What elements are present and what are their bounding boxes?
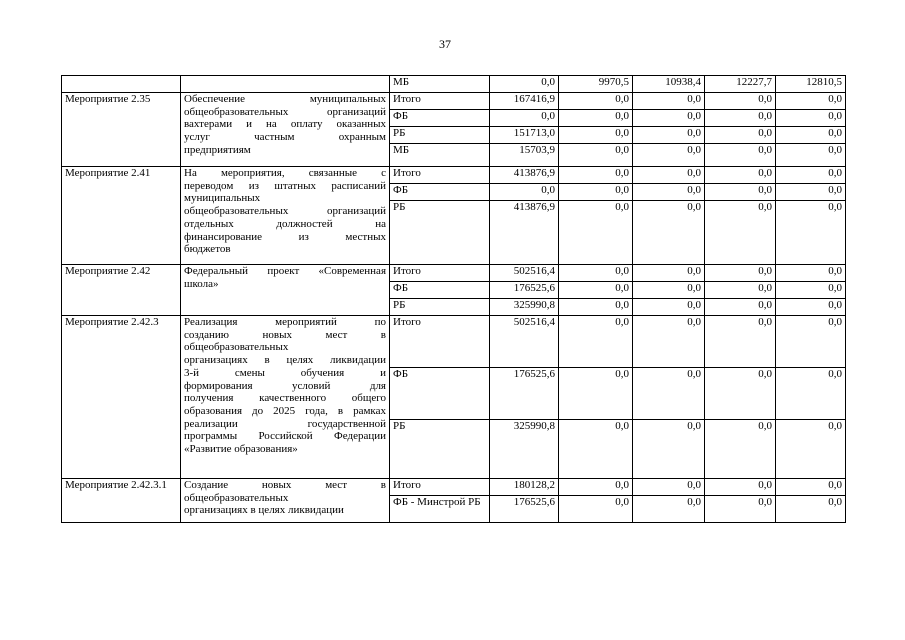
year3-cell: 0,0 — [705, 167, 776, 184]
year2-cell: 0,0 — [633, 201, 705, 265]
year1-cell: 0,0 — [559, 144, 633, 167]
description-line: услуг частным охранным — [184, 131, 386, 144]
description-cell — [181, 93, 390, 167]
year3-cell: 12227,7 — [705, 76, 776, 93]
description-line: организациях в целях ликвидации — [184, 504, 344, 517]
total-cell: 176525,6 — [490, 496, 559, 523]
description-line: общеобразовательных — [184, 491, 289, 504]
description-line: Федеральный проект «Современная — [184, 265, 386, 277]
year3-cell: 0,0 — [705, 144, 776, 167]
table-row — [62, 265, 846, 282]
description-cell — [181, 479, 390, 523]
year3-cell: 0,0 — [705, 282, 776, 299]
source-cell: РБ — [390, 299, 490, 316]
year1-cell: 0,0 — [559, 420, 633, 479]
year1-cell: 0,0 — [559, 282, 633, 299]
year3-cell: 0,0 — [705, 496, 776, 523]
description-line: отдельных должностей на — [184, 217, 386, 230]
year2-cell: 0,0 — [633, 316, 705, 368]
year2-cell: 0,0 — [633, 144, 705, 167]
year1-cell: 0,0 — [559, 316, 633, 368]
description-line: формирования условий для — [184, 379, 386, 392]
year4-cell: 0,0 — [776, 282, 846, 299]
year4-cell: 0,0 — [776, 316, 846, 368]
description-line: программы Российской Федерации — [184, 430, 386, 443]
total-cell: 0,0 — [490, 110, 559, 127]
year1-cell: 0,0 — [559, 368, 633, 420]
year3-cell: 0,0 — [705, 184, 776, 201]
year2-cell: 0,0 — [633, 110, 705, 127]
measure-cell: Мероприятие 2.42.3 — [62, 316, 181, 479]
source-cell: ФБ - Минстрой РБ — [390, 496, 490, 523]
table-row — [62, 167, 846, 184]
total-cell: 325990,8 — [490, 299, 559, 316]
year1-cell: 9970,5 — [559, 76, 633, 93]
year4-cell: 0,0 — [776, 167, 846, 184]
table-row — [62, 316, 846, 368]
year2-cell: 0,0 — [633, 420, 705, 479]
source-cell: ФБ — [390, 282, 490, 299]
year2-cell: 10938,4 — [633, 76, 705, 93]
total-cell: 413876,9 — [490, 167, 559, 184]
description-line: общеобразовательных организаций — [184, 205, 386, 218]
year4-cell: 0,0 — [776, 93, 846, 110]
description-line: «Развитие образования» — [184, 443, 298, 456]
source-cell: Итого — [390, 167, 490, 184]
year2-cell: 0,0 — [633, 299, 705, 316]
year3-cell: 0,0 — [705, 110, 776, 127]
total-cell: 176525,6 — [490, 282, 559, 299]
year1-cell: 0,0 — [559, 479, 633, 496]
measure-cell: Мероприятие 2.35 — [62, 93, 181, 167]
description-line: общеобразовательных организаций — [184, 105, 386, 118]
table-row — [62, 479, 846, 496]
year3-cell: 0,0 — [705, 368, 776, 420]
total-cell: 15703,9 — [490, 144, 559, 167]
total-cell: 167416,9 — [490, 93, 559, 110]
year2-cell: 0,0 — [633, 184, 705, 201]
budget-table — [61, 75, 846, 523]
year1-cell: 0,0 — [559, 167, 633, 184]
measure-cell: Мероприятие 2.42.3.1 — [62, 479, 181, 523]
year2-cell: 0,0 — [633, 265, 705, 282]
year2-cell: 0,0 — [633, 479, 705, 496]
measure-cell: Мероприятие 2.42 — [62, 265, 181, 316]
source-cell: ФБ — [390, 368, 490, 420]
source-cell: ФБ — [390, 184, 490, 201]
year4-cell: 0,0 — [776, 368, 846, 420]
year3-cell: 0,0 — [705, 420, 776, 479]
total-cell: 502516,4 — [490, 265, 559, 282]
measure-cell: Мероприятие 2.41 — [62, 167, 181, 265]
total-cell: 0,0 — [490, 184, 559, 201]
description-line: муниципальных — [184, 192, 261, 205]
description-line: получения качественного общего — [184, 392, 386, 405]
year1-cell: 0,0 — [559, 93, 633, 110]
year2-cell: 0,0 — [633, 368, 705, 420]
source-cell: РБ — [390, 201, 490, 265]
year4-cell: 0,0 — [776, 127, 846, 144]
description-line: Реализация мероприятий по — [184, 316, 386, 328]
year2-cell: 0,0 — [633, 167, 705, 184]
total-cell: 151713,0 — [490, 127, 559, 144]
description-cell — [181, 76, 390, 93]
source-cell: МБ — [390, 76, 490, 93]
year4-cell: 0,0 — [776, 299, 846, 316]
total-cell: 176525,6 — [490, 368, 559, 420]
total-cell: 502516,4 — [490, 316, 559, 368]
description-cell — [181, 316, 390, 479]
year1-cell: 0,0 — [559, 110, 633, 127]
total-cell: 0,0 — [490, 76, 559, 93]
description-line: финансирование из местных — [184, 230, 386, 243]
table-row — [62, 93, 846, 110]
year3-cell: 0,0 — [705, 265, 776, 282]
source-cell: РБ — [390, 127, 490, 144]
year1-cell: 0,0 — [559, 184, 633, 201]
source-cell: РБ — [390, 420, 490, 479]
year2-cell: 0,0 — [633, 282, 705, 299]
year1-cell: 0,0 — [559, 496, 633, 523]
description-line: На мероприятия, связанные с — [184, 167, 386, 179]
source-cell: Итого — [390, 265, 490, 282]
total-cell: 413876,9 — [490, 201, 559, 265]
table-row — [62, 76, 846, 93]
source-cell: Итого — [390, 93, 490, 110]
description-line: 3-й смены обучения и — [184, 366, 386, 379]
description-line: переводом из штатных расписаний — [184, 179, 386, 192]
year3-cell: 0,0 — [705, 201, 776, 265]
source-cell: ФБ — [390, 110, 490, 127]
description-line: Обеспечение муниципальных — [184, 93, 386, 105]
year2-cell: 0,0 — [633, 496, 705, 523]
description-line: бюджетов — [184, 243, 231, 256]
year4-cell: 0,0 — [776, 420, 846, 479]
year3-cell: 0,0 — [705, 93, 776, 110]
description-cell — [181, 167, 390, 265]
year4-cell: 0,0 — [776, 496, 846, 523]
year4-cell: 0,0 — [776, 479, 846, 496]
year1-cell: 0,0 — [559, 201, 633, 265]
description-line: созданию новых мест в — [184, 328, 386, 341]
year4-cell: 0,0 — [776, 184, 846, 201]
description-line: вахтерами и на оплату оказанных — [184, 118, 386, 131]
year1-cell: 0,0 — [559, 127, 633, 144]
measure-cell — [62, 76, 181, 93]
page-number: 37 — [439, 37, 451, 51]
description-line: реализации государственной — [184, 417, 386, 430]
description-line: Создание новых мест в — [184, 479, 386, 491]
year2-cell: 0,0 — [633, 93, 705, 110]
total-cell: 325990,8 — [490, 420, 559, 479]
year3-cell: 0,0 — [705, 299, 776, 316]
year4-cell: 0,0 — [776, 265, 846, 282]
description-line: организациях в целях ликвидации — [184, 354, 386, 367]
description-cell — [181, 265, 390, 316]
source-cell: Итого — [390, 316, 490, 368]
year1-cell: 0,0 — [559, 299, 633, 316]
description-line: образования до 2025 года, в рамках — [184, 404, 386, 417]
year4-cell: 0,0 — [776, 144, 846, 167]
year3-cell: 0,0 — [705, 479, 776, 496]
year2-cell: 0,0 — [633, 127, 705, 144]
description-line: предприятиям — [184, 143, 251, 156]
year1-cell: 0,0 — [559, 265, 633, 282]
description-line: общеобразовательных — [184, 341, 289, 354]
year3-cell: 0,0 — [705, 127, 776, 144]
total-cell: 180128,2 — [490, 479, 559, 496]
year4-cell: 0,0 — [776, 110, 846, 127]
year4-cell: 0,0 — [776, 201, 846, 265]
source-cell: МБ — [390, 144, 490, 167]
description-line: школа» — [184, 277, 219, 290]
year4-cell: 12810,5 — [776, 76, 846, 93]
year3-cell: 0,0 — [705, 316, 776, 368]
source-cell: Итого — [390, 479, 490, 496]
